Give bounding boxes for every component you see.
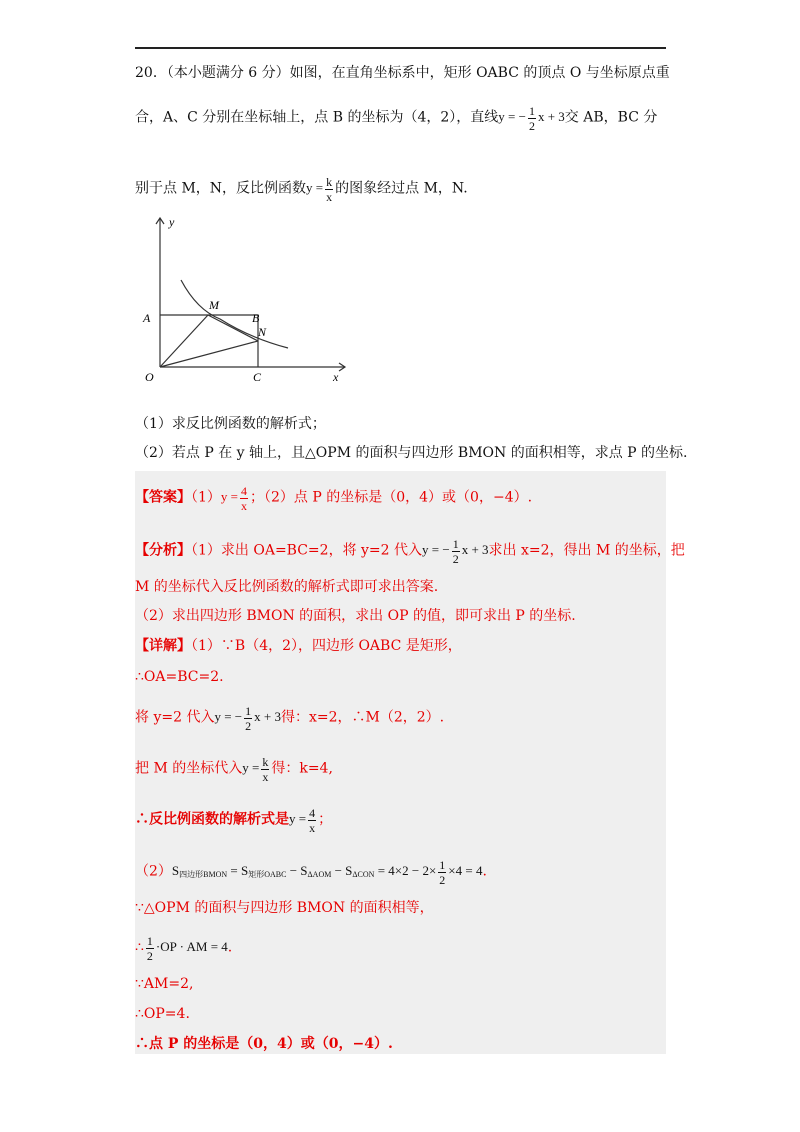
coordinate-figure xyxy=(135,212,355,387)
segment-OM xyxy=(160,315,208,367)
label-C: C xyxy=(253,370,262,384)
detail-line-8: ∴ $\frac{1}{2}$ ·OP · AM = 4. xyxy=(135,934,233,963)
hyperbola-curve xyxy=(181,280,288,348)
sub-question-1: （1）求反比例函数的解析式； xyxy=(135,416,326,432)
detail-line-7: ∵△OPM 的面积与四边形 BMON 的面积相等， xyxy=(135,900,434,916)
label-O: O xyxy=(145,370,154,384)
line-equation: y = − $\frac{1}{2}$ x + 3 xyxy=(498,104,565,133)
analysis-line-1: 【分析】（1）求出 OA=BC=2，将 y=2 代入y = − $\frac{1}{2}$ x + 3求出 x=2，得出 M 的坐标，把 xyxy=(135,537,685,566)
detail-line-1: 【详解】（1）∵B（4，2），四边形 OABC 是矩形， xyxy=(135,638,462,654)
label-A: A xyxy=(143,311,151,325)
detail-line-3: 将 y=2 代入y = − $\frac{1}{2}$ x + 3得：x=2，∴M（2，2）. xyxy=(135,704,445,733)
detail-line-10: ∴OP=4. xyxy=(135,1006,190,1022)
inverse-function: y = $\frac{k}{x}$ xyxy=(306,175,333,204)
label-y: y xyxy=(169,215,175,229)
label-x: x xyxy=(333,370,339,384)
top-rule xyxy=(135,47,666,49)
detail-line-11: ∴点 P 的坐标是（0，4）或（0，−4）. xyxy=(135,1036,393,1052)
analysis-line-2: M 的坐标代入反比例函数的解析式即可求出答案. xyxy=(135,579,439,595)
segment-ON xyxy=(160,341,258,367)
detail-line-2: ∴OA=BC=2. xyxy=(135,669,224,685)
rectangle-OABC xyxy=(160,315,258,367)
detail-line-5: ∴反比例函数的解析式是y = $\frac{4}{x}$ ； xyxy=(135,806,333,835)
question-line-1: 20．（本小题满分 6 分）如图，在直角坐标系中，矩形 OABC 的顶点 O 与坐标原点重 xyxy=(135,65,670,81)
detail-line-6: $(2)S_{四边形BMON} = S_{矩形OABC} - S_{\Delta AOM} - S_{\Delta CON} = 4\times 2 - 2\times$ $\frac{1}{2}$ ×4 = 4. xyxy=(135,858,487,887)
line-MN xyxy=(208,315,258,341)
detail-line-4: 把 M 的坐标代入y = $\frac{k}{x}$ 得：k=4, xyxy=(135,755,333,784)
label-M: M xyxy=(209,298,219,312)
label-N: N xyxy=(258,325,267,339)
question-line-3: 别于点 M，N，反比例函数y = $\frac{k}{x}$ 的图象经过点 M，N. xyxy=(135,175,468,204)
question-line-2: 合，A、C 分别在坐标轴上，点 B 的坐标为（4，2），直线y = − $\frac{1}{2}$ x + 3交 AB，BC 分 xyxy=(135,104,658,133)
sub-question-2: （2）若点 P 在 y 轴上，且△OPM 的面积与四边形 BMON 的面积相等，求点 P 的坐标. xyxy=(135,445,688,461)
label-B: B xyxy=(252,311,260,325)
analysis-line-3: （2）求出四边形 BMON 的面积，求出 OP 的值，即可求出 P 的坐标. xyxy=(135,608,576,624)
detail-line-9: ∵AM=2, xyxy=(135,976,194,992)
answer-line: 【答案】（1）y = $\frac{4}{x}$ ；（2）点 P 的坐标是（0，4）或（0，−4）. xyxy=(135,484,533,513)
